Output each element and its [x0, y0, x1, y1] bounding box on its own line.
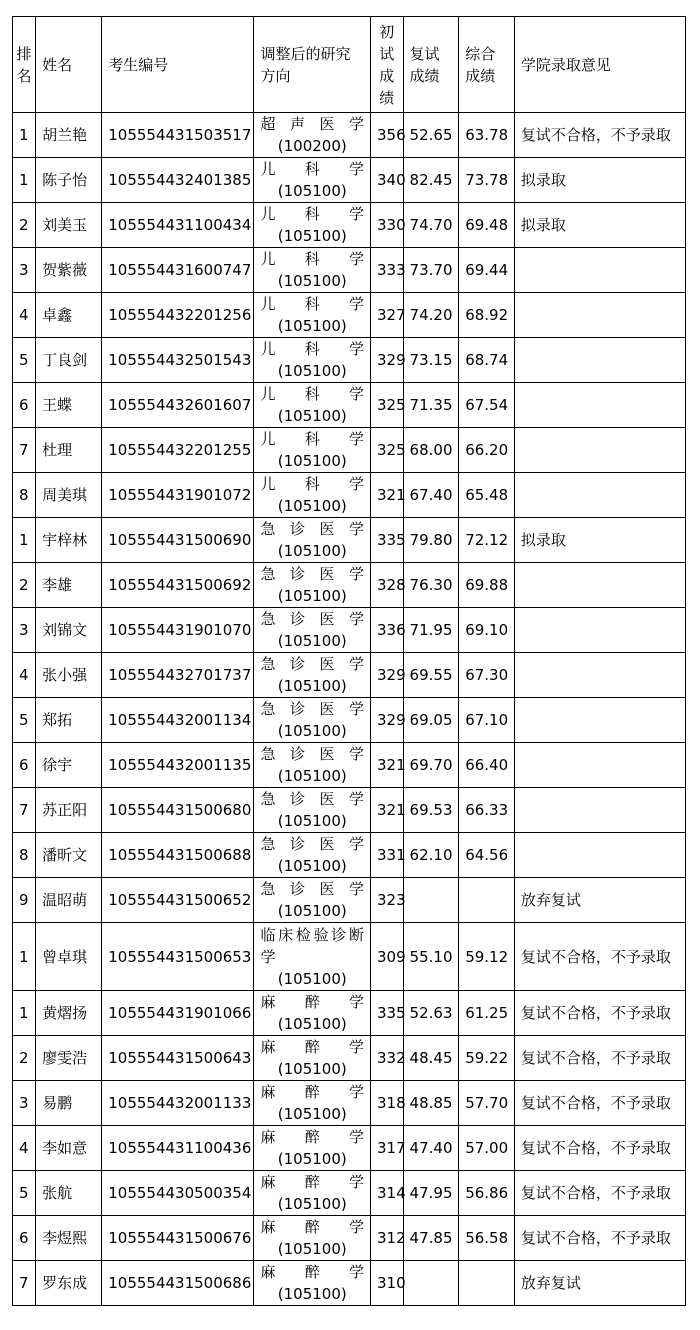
direction-subject: 急诊医学 [260, 880, 364, 898]
cell-direction [254, 1261, 371, 1306]
direction-subject: 麻醉学 [260, 1263, 364, 1281]
cell-candidate-id: 105554431100436 [102, 1126, 254, 1171]
cell-total-score: 57.70 [459, 1081, 515, 1126]
direction-subject: 麻醉学 [260, 1173, 364, 1191]
cell-initial-score: 310 [371, 1261, 404, 1306]
header-opinion: 学院录取意见 [514, 17, 685, 113]
cell-retest-score: 73.15 [403, 338, 459, 383]
cell-total-score: 56.86 [459, 1171, 515, 1216]
cell-direction [254, 203, 371, 248]
cell-candidate-id: 105554432601607 [102, 383, 254, 428]
cell-retest-score: 69.55 [403, 653, 459, 698]
direction-code: (105100) [277, 632, 347, 650]
cell-initial-score: 336 [371, 608, 404, 653]
cell-retest-score: 71.95 [403, 608, 459, 653]
cell-retest-score [403, 878, 459, 923]
direction-code: (105100) [277, 1150, 347, 1168]
cell-initial-score: 312 [371, 1216, 404, 1261]
cell-initial-score: 323 [371, 878, 404, 923]
cell-direction [254, 113, 371, 158]
cell-candidate-id: 105554432501543 [102, 338, 254, 383]
cell-retest-score: 52.65 [403, 113, 459, 158]
cell-name: 陈子怡 [36, 158, 102, 203]
header-total-score: 综合成绩 [459, 17, 515, 113]
header-name: 姓名 [36, 17, 102, 113]
cell-rank: 3 [13, 248, 36, 293]
cell-direction [254, 248, 371, 293]
cell-rank: 2 [13, 203, 36, 248]
cell-direction [254, 608, 371, 653]
cell-opinion [514, 338, 685, 383]
cell-name: 苏正阳 [36, 788, 102, 833]
cell-retest-score: 71.35 [403, 383, 459, 428]
cell-rank: 4 [13, 653, 36, 698]
cell-direction [254, 991, 371, 1036]
cell-opinion [514, 653, 685, 698]
direction-code: (105100) [277, 1240, 347, 1258]
cell-opinion: 拟录取 [514, 158, 685, 203]
cell-initial-score: 335 [371, 518, 404, 563]
cell-direction [254, 473, 371, 518]
cell-direction [254, 338, 371, 383]
table-row [13, 698, 686, 743]
cell-total-score: 67.30 [459, 653, 515, 698]
direction-subject: 儿科学 [260, 385, 364, 403]
cell-direction [254, 428, 371, 473]
admission-table [12, 16, 686, 1306]
cell-retest-score: 69.70 [403, 743, 459, 788]
cell-total-score: 68.92 [459, 293, 515, 338]
cell-initial-score: 335 [371, 991, 404, 1036]
cell-total-score: 68.74 [459, 338, 515, 383]
cell-candidate-id: 105554431500653 [102, 923, 254, 991]
cell-direction [254, 293, 371, 338]
cell-opinion: 放弃复试 [514, 1261, 685, 1306]
cell-opinion: 放弃复试 [514, 878, 685, 923]
cell-direction [254, 743, 371, 788]
table-row [13, 1126, 686, 1171]
table-row [13, 383, 686, 428]
cell-retest-score: 69.53 [403, 788, 459, 833]
cell-direction [254, 833, 371, 878]
cell-name: 曾卓琪 [36, 923, 102, 991]
cell-name: 温昭萌 [36, 878, 102, 923]
direction-subject: 麻醉学 [260, 1218, 364, 1236]
table-row [13, 293, 686, 338]
direction-code: (105100) [277, 722, 347, 740]
direction-code: (105100) [277, 1060, 347, 1078]
cell-rank: 1 [13, 113, 36, 158]
cell-direction [254, 383, 371, 428]
direction-code: (105100) [277, 182, 347, 200]
cell-opinion [514, 473, 685, 518]
direction-subject: 急诊医学 [260, 835, 364, 853]
cell-rank: 6 [13, 1216, 36, 1261]
cell-opinion: 复试不合格，不予录取 [514, 1216, 685, 1261]
cell-opinion: 拟录取 [514, 518, 685, 563]
cell-rank: 6 [13, 383, 36, 428]
direction-code: (105100) [277, 767, 347, 785]
direction-code: (100200) [277, 137, 347, 155]
direction-code: (105100) [277, 227, 347, 245]
cell-total-score: 64.56 [459, 833, 515, 878]
cell-direction [254, 1081, 371, 1126]
cell-retest-score: 74.70 [403, 203, 459, 248]
direction-code: (105100) [277, 1105, 347, 1123]
cell-name: 李如意 [36, 1126, 102, 1171]
cell-rank: 1 [13, 158, 36, 203]
cell-candidate-id: 105554431500686 [102, 1261, 254, 1306]
cell-retest-score: 55.10 [403, 923, 459, 991]
cell-initial-score: 329 [371, 338, 404, 383]
cell-name: 杜理 [36, 428, 102, 473]
cell-total-score: 69.88 [459, 563, 515, 608]
direction-subject: 儿科学 [260, 475, 364, 493]
cell-candidate-id: 105554431500652 [102, 878, 254, 923]
cell-initial-score: 321 [371, 788, 404, 833]
cell-initial-score: 317 [371, 1126, 404, 1171]
cell-retest-score: 47.85 [403, 1216, 459, 1261]
cell-opinion [514, 743, 685, 788]
cell-name: 丁良剑 [36, 338, 102, 383]
cell-opinion [514, 383, 685, 428]
direction-code: (105100) [277, 1195, 347, 1213]
direction-subject: 麻醉学 [260, 1038, 364, 1056]
cell-direction [254, 158, 371, 203]
cell-opinion: 复试不合格，不予录取 [514, 1036, 685, 1081]
cell-candidate-id: 105554432001135 [102, 743, 254, 788]
header-retest-score: 复试成绩 [403, 17, 459, 113]
direction-code: (105100) [277, 497, 347, 515]
table-row [13, 518, 686, 563]
table-row [13, 878, 686, 923]
cell-retest-score: 52.63 [403, 991, 459, 1036]
cell-total-score: 72.12 [459, 518, 515, 563]
header-candidate-id: 考生编号 [102, 17, 254, 113]
direction-subject: 儿科学 [260, 250, 364, 268]
cell-rank: 1 [13, 923, 36, 991]
direction-code: (105100) [277, 1015, 347, 1033]
cell-direction [254, 1036, 371, 1081]
cell-direction [254, 1126, 371, 1171]
cell-rank: 3 [13, 608, 36, 653]
direction-subject: 急诊医学 [260, 610, 364, 628]
cell-total-score: 73.78 [459, 158, 515, 203]
cell-retest-score: 73.70 [403, 248, 459, 293]
table-row [13, 428, 686, 473]
table-row [13, 203, 686, 248]
cell-initial-score: 332 [371, 1036, 404, 1081]
cell-candidate-id: 105554431500680 [102, 788, 254, 833]
cell-rank: 5 [13, 1171, 36, 1216]
cell-retest-score: 47.40 [403, 1126, 459, 1171]
table-row [13, 1171, 686, 1216]
cell-candidate-id: 105554431901066 [102, 991, 254, 1036]
cell-direction [254, 1171, 371, 1216]
cell-initial-score: 327 [371, 293, 404, 338]
cell-opinion: 复试不合格，不予录取 [514, 923, 685, 991]
table-row [13, 338, 686, 383]
cell-initial-score: 329 [371, 698, 404, 743]
direction-subject: 急诊医学 [260, 565, 364, 583]
cell-initial-score: 331 [371, 833, 404, 878]
direction-code: (105100) [277, 812, 347, 830]
cell-opinion [514, 248, 685, 293]
cell-retest-score: 74.20 [403, 293, 459, 338]
cell-candidate-id: 105554432401385 [102, 158, 254, 203]
table-header-row [13, 17, 686, 113]
cell-total-score: 59.22 [459, 1036, 515, 1081]
cell-candidate-id: 105554431600747 [102, 248, 254, 293]
cell-retest-score: 68.00 [403, 428, 459, 473]
cell-opinion: 复试不合格，不予录取 [514, 991, 685, 1036]
cell-opinion [514, 428, 685, 473]
cell-name: 潘昕文 [36, 833, 102, 878]
table-row [13, 743, 686, 788]
cell-retest-score: 76.30 [403, 563, 459, 608]
cell-candidate-id: 105554431500688 [102, 833, 254, 878]
table-row [13, 1261, 686, 1306]
cell-rank: 4 [13, 1126, 36, 1171]
header-initial-score: 初试成绩 [371, 17, 404, 113]
cell-rank: 3 [13, 1081, 36, 1126]
direction-subject: 临床检验诊断学 [260, 925, 364, 966]
cell-name: 宇梓林 [36, 518, 102, 563]
cell-candidate-id: 105554430500354 [102, 1171, 254, 1216]
cell-opinion [514, 833, 685, 878]
table-row [13, 788, 686, 833]
cell-total-score: 66.20 [459, 428, 515, 473]
cell-direction [254, 923, 371, 991]
direction-subject: 儿科学 [260, 160, 364, 178]
cell-candidate-id: 105554432201256 [102, 293, 254, 338]
cell-rank: 1 [13, 518, 36, 563]
cell-total-score: 61.25 [459, 991, 515, 1036]
cell-total-score: 57.00 [459, 1126, 515, 1171]
cell-direction [254, 653, 371, 698]
cell-rank: 2 [13, 563, 36, 608]
cell-rank: 8 [13, 833, 36, 878]
cell-rank: 7 [13, 788, 36, 833]
direction-code: (105100) [277, 542, 347, 560]
cell-rank: 7 [13, 1261, 36, 1306]
cell-retest-score: 67.40 [403, 473, 459, 518]
cell-retest-score: 79.80 [403, 518, 459, 563]
cell-candidate-id: 105554432201255 [102, 428, 254, 473]
direction-subject: 超声医学 [260, 115, 364, 133]
cell-direction [254, 788, 371, 833]
table-row [13, 158, 686, 203]
cell-name: 徐宇 [36, 743, 102, 788]
direction-code: (105100) [277, 317, 347, 335]
cell-direction [254, 878, 371, 923]
cell-initial-score: 321 [371, 473, 404, 518]
cell-opinion: 复试不合格，不予录取 [514, 1126, 685, 1171]
cell-opinion [514, 293, 685, 338]
table-row [13, 991, 686, 1036]
direction-subject: 急诊医学 [260, 745, 364, 763]
cell-name: 易鹏 [36, 1081, 102, 1126]
cell-rank: 6 [13, 743, 36, 788]
cell-candidate-id: 105554431500643 [102, 1036, 254, 1081]
table-row [13, 248, 686, 293]
table-body [13, 113, 686, 1306]
cell-retest-score: 47.95 [403, 1171, 459, 1216]
cell-retest-score: 62.10 [403, 833, 459, 878]
cell-initial-score: 329 [371, 653, 404, 698]
table-row [13, 608, 686, 653]
cell-candidate-id: 105554431100434 [102, 203, 254, 248]
cell-name: 胡兰艳 [36, 113, 102, 158]
cell-name: 郑拓 [36, 698, 102, 743]
cell-name: 李煜熙 [36, 1216, 102, 1261]
cell-opinion: 复试不合格，不予录取 [514, 1171, 685, 1216]
cell-rank: 5 [13, 698, 36, 743]
cell-opinion [514, 608, 685, 653]
cell-rank: 8 [13, 473, 36, 518]
cell-retest-score [403, 1261, 459, 1306]
table-row [13, 653, 686, 698]
direction-subject: 急诊医学 [260, 790, 364, 808]
cell-total-score: 67.10 [459, 698, 515, 743]
cell-candidate-id: 105554431901072 [102, 473, 254, 518]
direction-code: (105100) [277, 969, 347, 988]
cell-initial-score: 309 [371, 923, 404, 991]
cell-candidate-id: 105554432001134 [102, 698, 254, 743]
cell-name: 刘美玉 [36, 203, 102, 248]
cell-total-score: 66.40 [459, 743, 515, 788]
direction-subject: 儿科学 [260, 430, 364, 448]
cell-retest-score: 69.05 [403, 698, 459, 743]
cell-total-score: 63.78 [459, 113, 515, 158]
cell-initial-score: 333 [371, 248, 404, 293]
cell-direction [254, 1216, 371, 1261]
cell-name: 廖雯浩 [36, 1036, 102, 1081]
cell-name: 刘锦文 [36, 608, 102, 653]
cell-opinion: 复试不合格，不予录取 [514, 1081, 685, 1126]
cell-candidate-id: 105554432001133 [102, 1081, 254, 1126]
table-row [13, 1081, 686, 1126]
cell-total-score: 56.58 [459, 1216, 515, 1261]
cell-name: 张航 [36, 1171, 102, 1216]
cell-total-score: 65.48 [459, 473, 515, 518]
direction-subject: 麻醉学 [260, 1128, 364, 1146]
table-row [13, 833, 686, 878]
cell-name: 贺紫薇 [36, 248, 102, 293]
direction-subject: 儿科学 [260, 295, 364, 313]
cell-candidate-id: 105554431503517 [102, 113, 254, 158]
cell-direction [254, 698, 371, 743]
cell-total-score [459, 878, 515, 923]
cell-opinion [514, 788, 685, 833]
cell-candidate-id: 105554431500676 [102, 1216, 254, 1261]
direction-subject: 急诊医学 [260, 520, 364, 538]
cell-total-score: 69.44 [459, 248, 515, 293]
table-row [13, 563, 686, 608]
cell-total-score: 67.54 [459, 383, 515, 428]
cell-initial-score: 314 [371, 1171, 404, 1216]
table-row [13, 113, 686, 158]
cell-name: 张小强 [36, 653, 102, 698]
cell-name: 李雄 [36, 563, 102, 608]
cell-name: 王蝶 [36, 383, 102, 428]
direction-subject: 急诊医学 [260, 700, 364, 718]
direction-subject: 麻醉学 [260, 1083, 364, 1101]
cell-rank: 9 [13, 878, 36, 923]
cell-candidate-id: 105554431901070 [102, 608, 254, 653]
cell-initial-score: 330 [371, 203, 404, 248]
cell-total-score [459, 1261, 515, 1306]
table-row [13, 923, 686, 991]
direction-code: (105100) [277, 677, 347, 695]
cell-rank: 2 [13, 1036, 36, 1081]
direction-subject: 儿科学 [260, 340, 364, 358]
header-direction: 调整后的研究方向 [254, 17, 371, 113]
direction-code: (105100) [277, 902, 347, 920]
direction-code: (105100) [277, 587, 347, 605]
direction-code: (105100) [277, 1285, 347, 1303]
direction-code: (105100) [277, 272, 347, 290]
cell-total-score: 66.33 [459, 788, 515, 833]
admission-list-document [12, 16, 686, 1306]
cell-rank: 1 [13, 991, 36, 1036]
cell-initial-score: 356 [371, 113, 404, 158]
direction-subject: 急诊医学 [260, 655, 364, 673]
direction-code: (105100) [277, 407, 347, 425]
cell-opinion [514, 698, 685, 743]
cell-initial-score: 325 [371, 383, 404, 428]
cell-retest-score: 48.45 [403, 1036, 459, 1081]
cell-candidate-id: 105554432701737 [102, 653, 254, 698]
cell-total-score: 69.10 [459, 608, 515, 653]
cell-name: 黄熠扬 [36, 991, 102, 1036]
cell-initial-score: 328 [371, 563, 404, 608]
cell-rank: 5 [13, 338, 36, 383]
cell-name: 卓鑫 [36, 293, 102, 338]
cell-direction [254, 563, 371, 608]
cell-rank: 7 [13, 428, 36, 473]
cell-retest-score: 48.85 [403, 1081, 459, 1126]
cell-retest-score: 82.45 [403, 158, 459, 203]
cell-opinion: 复试不合格，不予录取 [514, 113, 685, 158]
direction-subject: 儿科学 [260, 205, 364, 223]
direction-code: (105100) [277, 362, 347, 380]
cell-name: 罗东成 [36, 1261, 102, 1306]
table-row [13, 473, 686, 518]
cell-rank: 4 [13, 293, 36, 338]
cell-direction [254, 518, 371, 563]
cell-initial-score: 325 [371, 428, 404, 473]
cell-opinion: 拟录取 [514, 203, 685, 248]
table-row [13, 1216, 686, 1261]
cell-total-score: 59.12 [459, 923, 515, 991]
cell-name: 周美琪 [36, 473, 102, 518]
cell-candidate-id: 105554431500690 [102, 518, 254, 563]
cell-initial-score: 321 [371, 743, 404, 788]
cell-initial-score: 340 [371, 158, 404, 203]
table-row [13, 1036, 686, 1081]
direction-code: (105100) [277, 452, 347, 470]
cell-candidate-id: 105554431500692 [102, 563, 254, 608]
cell-opinion [514, 563, 685, 608]
cell-initial-score: 318 [371, 1081, 404, 1126]
header-rank: 排名 [13, 17, 36, 113]
direction-code: (105100) [277, 857, 347, 875]
cell-total-score: 69.48 [459, 203, 515, 248]
direction-subject: 麻醉学 [260, 993, 364, 1011]
